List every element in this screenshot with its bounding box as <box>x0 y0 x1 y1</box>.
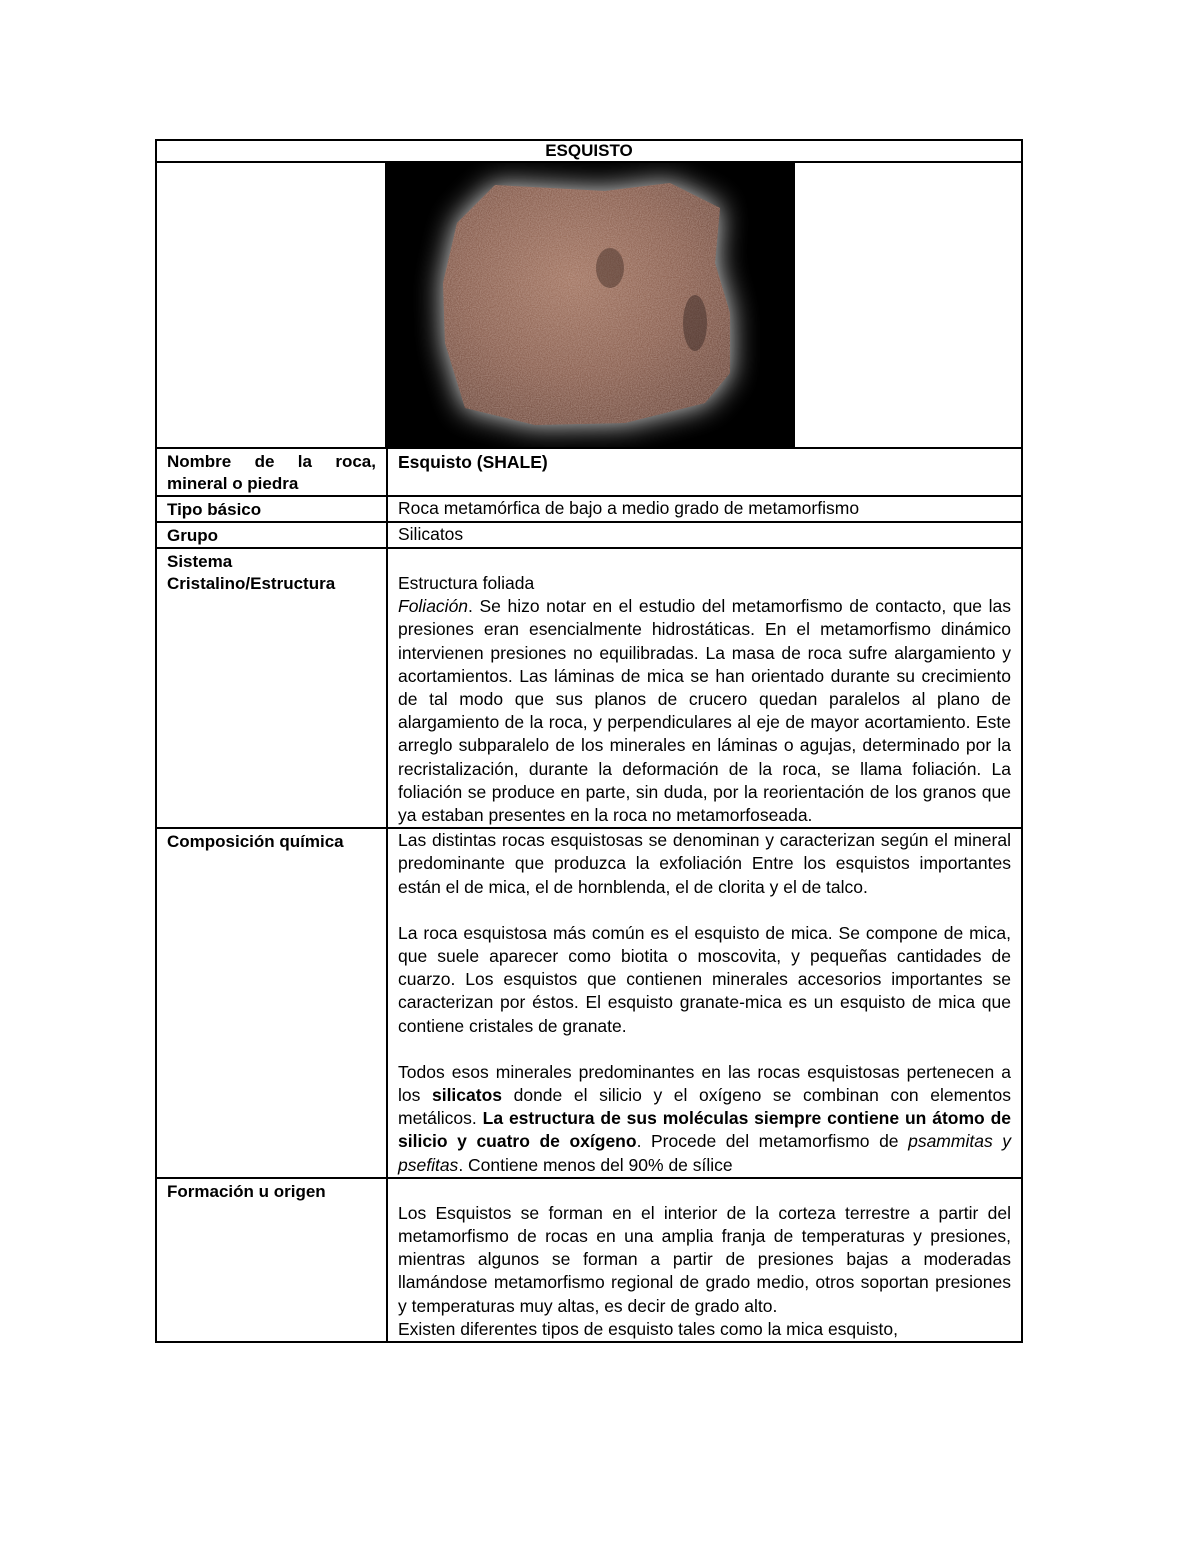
text-run: Todos esos minerales predominantes en las rocas esquistosas pertenecen a los <box>398 1061 1011 1106</box>
origin-row <box>156 1178 1022 1342</box>
composition-row <box>156 828 1022 1178</box>
text-run: donde el silicio y el oxígeno se combinan con elementos metálicos. <box>398 1085 1011 1129</box>
origin-paragraph-1: Los Esquistos se forman en el interior de la corteza terrestre a partir del metamorfismo de rocas en una amplia franja de temperaturas y presiones, mientras algunos se forman a partir de presiones bajas a moderadas llamándose metamorfismo regional de grado medio, otros soportan presiones y temperaturas muy altas, es decir de grado alto. <box>398 1202 1011 1316</box>
foliation-term: Foliación <box>398 596 469 617</box>
name-row <box>156 448 1022 496</box>
spacer <box>398 549 1011 572</box>
name-value: Esquisto (SHALE) <box>387 448 1022 496</box>
type-row <box>156 496 1022 522</box>
molecule-structure-bold: La estructura de sus moléculas siempre contiene un átomo de silicio y cuatro de oxígeno <box>398 1108 1012 1152</box>
type-value: Roca metamórfica de bajo a medio grado de metamorfismo <box>387 496 1022 522</box>
composition-paragraph-3 <box>398 1061 1011 1177</box>
spacer <box>398 1038 1011 1061</box>
sheet-title: ESQUISTO <box>156 140 1022 162</box>
composition-paragraph-2: La roca esquistosa más común es el esquisto de mica. Se compone de mica, que suele aparecer como biotita o moscovita, y pequeñas cantidades de cuarzo. Los esquistos que contienen minerales accesorios importantes se caracterizan por éstos. El esquisto granate-mica es un esquisto de mica que contiene cristales de granate. <box>398 922 1011 1036</box>
origin-paragraph-2: Existen diferentes tipos de esquisto tales como la mica esquisto, <box>398 1318 898 1339</box>
foliation-text: . Se hizo notar en el estudio del metamorfismo de contacto, que las presiones eran esencialmente hidrostáticas. En el metamorfismo dinámico intervienen presiones no equilibradas. La masa de roca sufre alargamiento y acortamientos. Las láminas de mica se han orientado durante su crecimiento de tal modo que sus planos de crucero quedan paralelos al plano de alargamiento de la roca, y perpendiculares al eje de mayor acortamiento. Este arreglo subparalelo de los minerales en láminas o agujas, determinado por la recristalización, durante la deformación de la roca, se llama foliación. La foliación se produce en parte, sin duda, por la reorientación de los granos que ya estaban presentes en la roca no metamorfoseada. <box>398 596 1011 826</box>
rock-photo <box>385 163 795 447</box>
composition-label: Composición química <box>156 828 387 1178</box>
structure-paragraph <box>398 595 1011 827</box>
group-label: Grupo <box>156 522 387 548</box>
group-row <box>156 522 1022 548</box>
rock-info-table <box>155 139 1023 1343</box>
group-value: Silicatos <box>387 522 1022 548</box>
name-label: Nombre de la roca, mineral o piedra <box>156 448 387 496</box>
spacer <box>398 899 1011 922</box>
structure-label: Sistema Cristalino/Estructura <box>156 548 387 828</box>
type-label: Tipo básico <box>156 496 387 522</box>
image-row <box>156 162 1022 448</box>
silicatos-bold: silicatos <box>431 1085 503 1106</box>
structure-value <box>387 548 1022 828</box>
origin-label: Formación u origen <box>156 1178 387 1342</box>
structure-row <box>156 548 1022 828</box>
psammitas-italic: psammitas y psefitas <box>398 1131 1012 1175</box>
composition-paragraph-1: Las distintas rocas esquistosas se denominan y caracterizan según el mineral predominante que produzca la exfoliación Entre los esquistos importantes están el de mica, el de hornblenda, el de clorita y el de talco. <box>398 830 1011 897</box>
spacer <box>398 1179 1011 1202</box>
rock-info-sheet <box>155 139 1023 1343</box>
image-cell <box>156 162 1022 448</box>
text-run: . Procede del metamorfismo de <box>636 1131 909 1152</box>
origin-value <box>387 1178 1022 1342</box>
structure-line1: Estructura foliada <box>398 573 535 593</box>
text-run: . Contiene menos del 90% de sílice <box>458 1154 733 1175</box>
composition-value <box>387 828 1022 1178</box>
title-row <box>156 140 1022 162</box>
